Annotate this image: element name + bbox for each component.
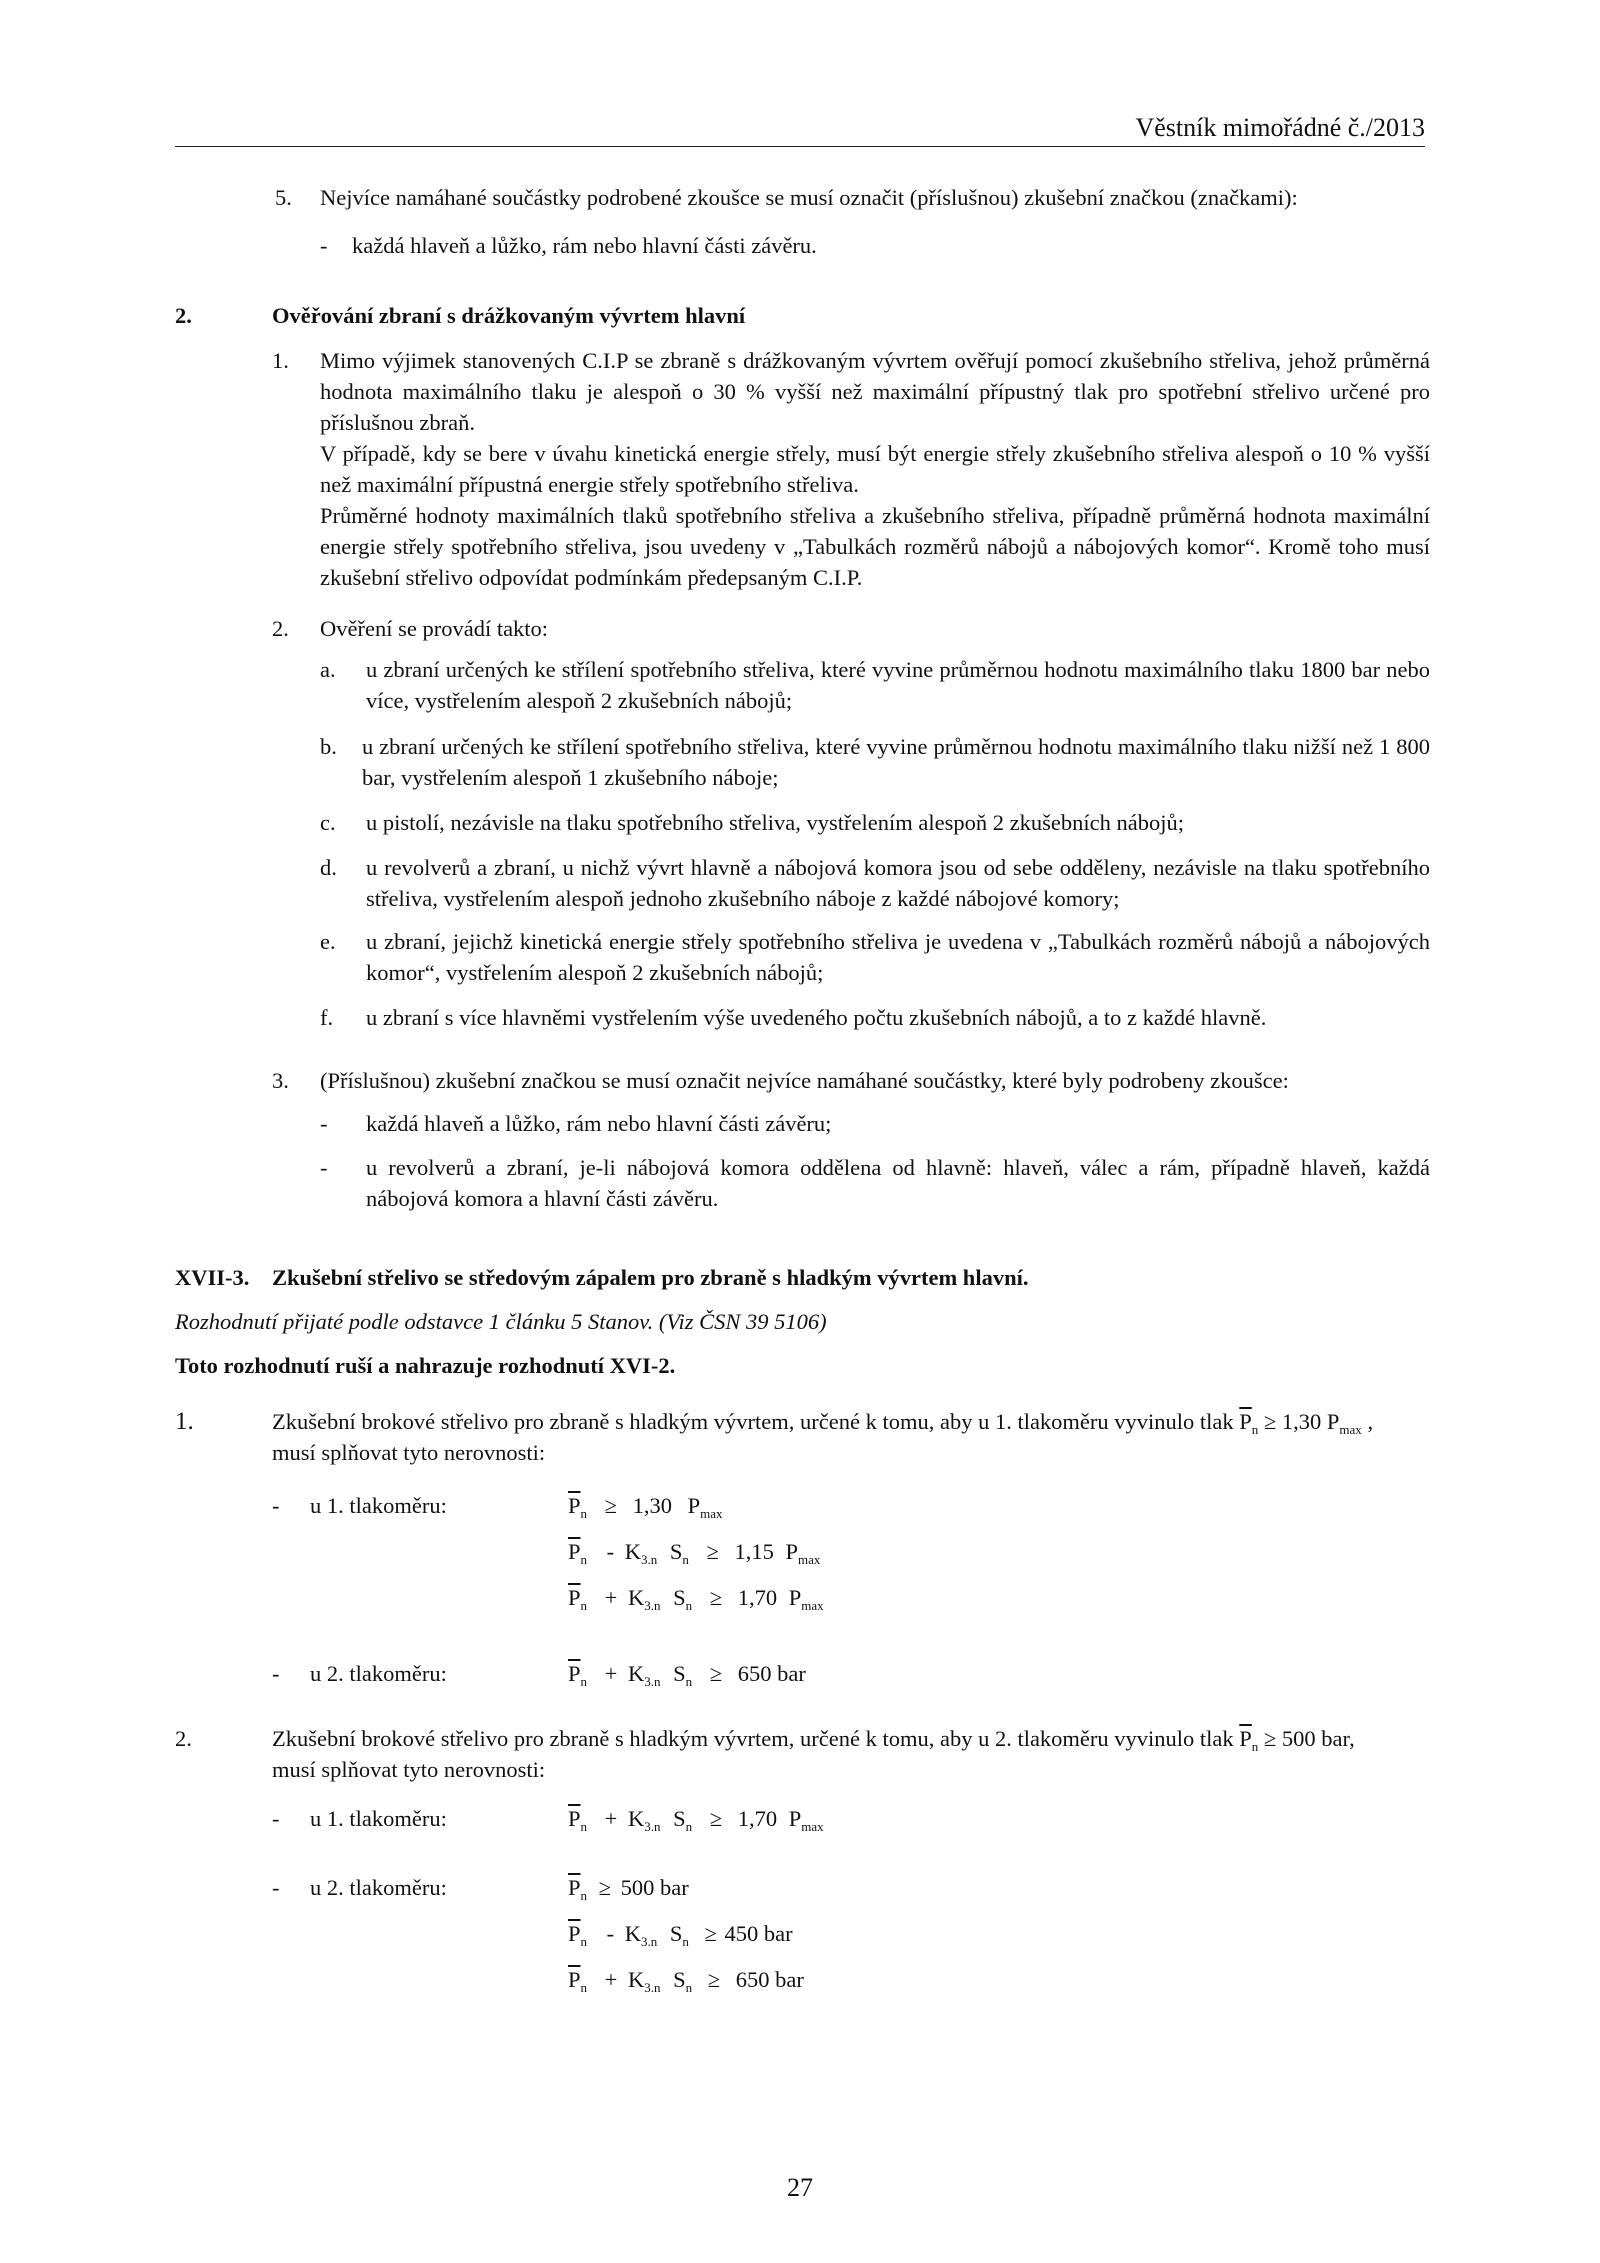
- paragraph: Ověření se provádí takto:: [320, 616, 549, 641]
- subscript: max: [1339, 1422, 1362, 1437]
- value: 1,15: [734, 1539, 774, 1564]
- symbol-s: S: [673, 1661, 686, 1686]
- inequality: [568, 1582, 824, 1613]
- list-item: u zbraní určených ke střílení spotřebního střeliva, které vyvine průměrnou hodnotu maximálního tlaku nižší než 1 800 bar, vystřelením alespoň 1 zkušebního náboje;: [362, 734, 1430, 790]
- dash-bullet: -: [272, 1493, 280, 1518]
- cancels-note: Toto rozhodnutí ruší a nahrazuje rozhodnutí XVI-2.: [175, 1353, 676, 1378]
- section-heading: Zkušební střelivo se středovým zápalem pro zbraně s hladkým vývrtem hlavní.: [272, 1265, 1029, 1290]
- subscript: n: [580, 1934, 588, 1949]
- paragraph: [272, 1406, 1432, 1468]
- mean-pressure-symbol: $\overline{P}$: [1239, 1726, 1252, 1751]
- plus-sign: +: [604, 1585, 618, 1610]
- ge-sign: ≥: [598, 1875, 611, 1900]
- ge-sign: ≥: [709, 1806, 723, 1831]
- minus-sign: -: [606, 1921, 615, 1946]
- subscript: 3.n: [641, 1934, 658, 1949]
- list-item: u zbraní, jejichž kinetická energie střely spotřebního střeliva je uvedena v „Tabulkách rozměrů nábojů a nábojových komor“, vystřelením alespoň 2 zkušebních nábojů;: [366, 929, 1430, 985]
- symbol-p: P: [788, 1585, 802, 1610]
- dash-bullet: -: [320, 1111, 328, 1136]
- gauge-label: u 2. tlakoměru:: [310, 1875, 447, 1900]
- paragraph: Průměrné hodnoty maximálních tlaků spotřebního střeliva a zkušebního střeliva, případně průměrná hodnota maximální energie střely spotřebního střeliva, jsou uvedeny v „Tabulkách rozměrů nábojů a nábojových komor“. Kromě toho musí zkušební střelivo odpovídat podmínkám předepsaným C.I.P.: [320, 503, 1430, 590]
- bullet-text: u revolverů a zbraní, je-li nábojová komora oddělena od hlavně: hlaveň, válec a rám, případně hlaveň, každá nábojová komora a hlavní části závěru.: [366, 1155, 1430, 1211]
- journal-title: Věstník mimořádné č./2013: [1135, 113, 1425, 142]
- subscript: n: [580, 1552, 588, 1567]
- ge-sign: ≥: [604, 1493, 617, 1518]
- ge-sign: ≥: [704, 1921, 717, 1946]
- section-number: 2.: [175, 303, 192, 328]
- subscript: n: [580, 1980, 588, 1995]
- symbol-s: S: [673, 1585, 686, 1610]
- plus-sign: +: [604, 1661, 618, 1686]
- symbol-s: S: [669, 1539, 683, 1564]
- inequality: [568, 1964, 804, 1995]
- subscript: max: [798, 1552, 821, 1567]
- text-fragment: ≥ 1,30 P: [1258, 1409, 1340, 1434]
- inequality: [568, 1658, 806, 1689]
- paragraph-line: musí splňovat tyto nerovnosti:: [272, 1757, 546, 1782]
- text-fragment: ,: [1361, 1409, 1374, 1434]
- subscript: n: [580, 1888, 588, 1903]
- list-label: e.: [320, 929, 336, 954]
- symbol-p: P: [788, 1806, 802, 1831]
- ge-sign: ≥: [707, 1967, 721, 1992]
- gauge-label: u 1. tlakoměru:: [310, 1493, 447, 1518]
- dash-bullet: -: [272, 1806, 280, 1831]
- value: 650 bar: [737, 1661, 806, 1686]
- subscript: n: [1251, 1422, 1259, 1437]
- list-label: b.: [320, 734, 337, 759]
- value: 650 bar: [735, 1967, 804, 1992]
- dash-bullet: -: [272, 1875, 280, 1900]
- symbol-k: K: [627, 1806, 645, 1831]
- dash-bullet: -: [320, 233, 328, 258]
- symbol-s: S: [673, 1806, 686, 1831]
- decision-note: Rozhodnutí přijaté podle odstavce 1 článku 5 Stanov. (Viz ČSN 39 5106): [175, 1309, 827, 1334]
- dash-bullet: -: [272, 1661, 280, 1686]
- symbol-s: S: [669, 1921, 683, 1946]
- subscript: n: [682, 1934, 689, 1949]
- subscript: 3.n: [644, 1980, 661, 1995]
- subscript: max: [801, 1819, 824, 1834]
- section-number: XVII-3.: [175, 1265, 250, 1290]
- symbol-k: K: [624, 1539, 642, 1564]
- subscript: n: [682, 1552, 689, 1567]
- item-number: 2.: [272, 616, 289, 641]
- gauge-label: u 1. tlakoměru:: [310, 1806, 447, 1831]
- page-header: [175, 112, 1425, 147]
- list-label: a.: [320, 657, 336, 682]
- list-label: f.: [320, 1005, 334, 1030]
- item-number: 3.: [272, 1068, 289, 1093]
- paragraph: [272, 1723, 1432, 1785]
- paragraph-line: [272, 1406, 1432, 1437]
- symbol-p: $\overline{P}$: [568, 1875, 581, 1900]
- symbol-p: $\overline{P}$: [568, 1493, 581, 1518]
- symbol-p: $\overline{P}$: [568, 1806, 581, 1831]
- item-number: 1.: [272, 348, 289, 373]
- value: 1,70: [737, 1806, 778, 1831]
- inequality: [568, 1536, 820, 1567]
- subscript: max: [700, 1506, 723, 1521]
- symbol-p: P: [785, 1539, 799, 1564]
- subscript: 3.n: [644, 1598, 661, 1613]
- symbol-k: K: [627, 1661, 645, 1686]
- symbol-p: $\overline{P}$: [568, 1585, 581, 1610]
- symbol-s: S: [673, 1967, 686, 1992]
- symbol-p: $\overline{P}$: [568, 1921, 581, 1946]
- plus-sign: +: [604, 1806, 618, 1831]
- ge-sign: ≥: [709, 1661, 723, 1686]
- symbol-p: $\overline{P}$: [568, 1661, 581, 1686]
- list-item: u zbraní určených ke střílení spotřebního střeliva, které vyvine průměrnou hodnotu maximálního tlaku 1800 bar nebo více, vystřelením alespoň 2 zkušebních nábojů;: [366, 657, 1430, 713]
- page-number: 27: [787, 2173, 813, 2202]
- list-item: u zbraní s více hlavněmi vystřelením výše uvedeného počtu zkušebních nábojů, a to z každé hlavně.: [366, 1005, 1267, 1030]
- symbol-k: K: [627, 1967, 645, 1992]
- inequality: [568, 1872, 689, 1903]
- inequality: [568, 1918, 793, 1949]
- value: 450 bar: [724, 1921, 793, 1946]
- paragraph-line: [272, 1723, 1432, 1754]
- value: 1,70: [737, 1585, 778, 1610]
- list-label: d.: [320, 855, 337, 880]
- paragraph: Nejvíce namáhané součástky podrobené zkoušce se musí označit (příslušnou) zkušební značkou (značkami):: [320, 185, 1298, 210]
- symbol-k: K: [624, 1921, 642, 1946]
- subscript: 3.n: [644, 1819, 661, 1834]
- list-item: u revolverů a zbraní, u nichž vývrt hlavně a nábojová komora jsou od sebe odděleny, nezávisle na tlaku spotřebního střeliva, vystřelením alespoň jednoho zkušebního náboje z každé nábojové komory;: [366, 855, 1430, 911]
- symbol-p: P: [687, 1493, 701, 1518]
- symbol-p: $\overline{P}$: [568, 1967, 581, 1992]
- subscript: n: [580, 1506, 588, 1521]
- bullet-text: každá hlaveň a lůžko, rám nebo hlavní části závěru;: [366, 1111, 832, 1136]
- text-fragment: Zkušební brokové střelivo pro zbraně s hladkým vývrtem, určené k tomu, aby u 2. tlakoměru vyvinulo tlak: [272, 1726, 1240, 1751]
- value: 1,30: [632, 1493, 672, 1518]
- list-label: c.: [320, 810, 336, 835]
- text-fragment: Zkušební brokové střelivo pro zbraně s hladkým vývrtem, určené k tomu, aby u 1. tlakoměru vyvinulo tlak: [272, 1409, 1240, 1434]
- text-fragment: ≥ 500 bar,: [1258, 1726, 1355, 1751]
- item-number: 1.: [175, 1408, 194, 1435]
- paragraph: Mimo výjimek stanovených C.I.P se zbraně s drážkovaným vývrtem ověřují pomocí zkušebního střeliva, jehož průměrná hodnota maximálního tlaku je alespoň o 30 % vyšší než maximální přípustný tlak pro spotřební střelivo určené pro příslušnou zbraň.: [320, 348, 1430, 435]
- list-item: u pistolí, nezávisle na tlaku spotřebního střeliva, vystřelením alespoň 2 zkušebních nábojů;: [366, 810, 1184, 835]
- item1-paragraphs: [320, 345, 1430, 593]
- gauge-label: u 2. tlakoměru:: [310, 1661, 447, 1686]
- paragraph: (Příslušnou) zkušební značkou se musí označit nejvíce namáhané součástky, které byly podrobeny zkoušce:: [320, 1068, 1289, 1093]
- plus-sign: +: [604, 1967, 618, 1992]
- minus-sign: -: [606, 1539, 615, 1564]
- subscript: n: [685, 1980, 693, 1995]
- subscript: n: [1251, 1739, 1259, 1754]
- subscript: max: [801, 1598, 824, 1613]
- subscript: n: [685, 1598, 693, 1613]
- mean-pressure-symbol: $\overline{P}$: [1239, 1409, 1252, 1434]
- subscript: n: [580, 1598, 588, 1613]
- subscript: n: [580, 1819, 588, 1834]
- symbol-k: K: [627, 1585, 645, 1610]
- section-heading: Ověřování zbraní s drážkovaným vývrtem hlavní: [272, 303, 746, 328]
- paragraph-line: musí splňovat tyto nerovnosti:: [272, 1440, 546, 1465]
- symbol-p: $\overline{P}$: [568, 1539, 581, 1564]
- subscript: n: [685, 1819, 693, 1834]
- subscript: 3.n: [644, 1674, 661, 1689]
- item-number: 2.: [175, 1726, 192, 1751]
- item-number: 5.: [275, 185, 292, 210]
- bullet-text: každá hlaveň a lůžko, rám nebo hlavní části závěru.: [352, 233, 817, 258]
- dash-bullet: -: [320, 1155, 328, 1180]
- subscript: n: [580, 1674, 588, 1689]
- paragraph: V případě, kdy se bere v úvahu kinetická energie střely, musí být energie střely zkušebního střeliva alespoň o 10 % vyšší než maximální přípustná energie střely spotřebního střeliva.: [320, 441, 1430, 497]
- inequality: [568, 1490, 723, 1521]
- ge-sign: ≥: [706, 1539, 719, 1564]
- ge-sign: ≥: [709, 1585, 723, 1610]
- inequality: [568, 1803, 824, 1834]
- subscript: 3.n: [641, 1552, 658, 1567]
- value: 500 bar: [620, 1875, 689, 1900]
- subscript: n: [685, 1674, 693, 1689]
